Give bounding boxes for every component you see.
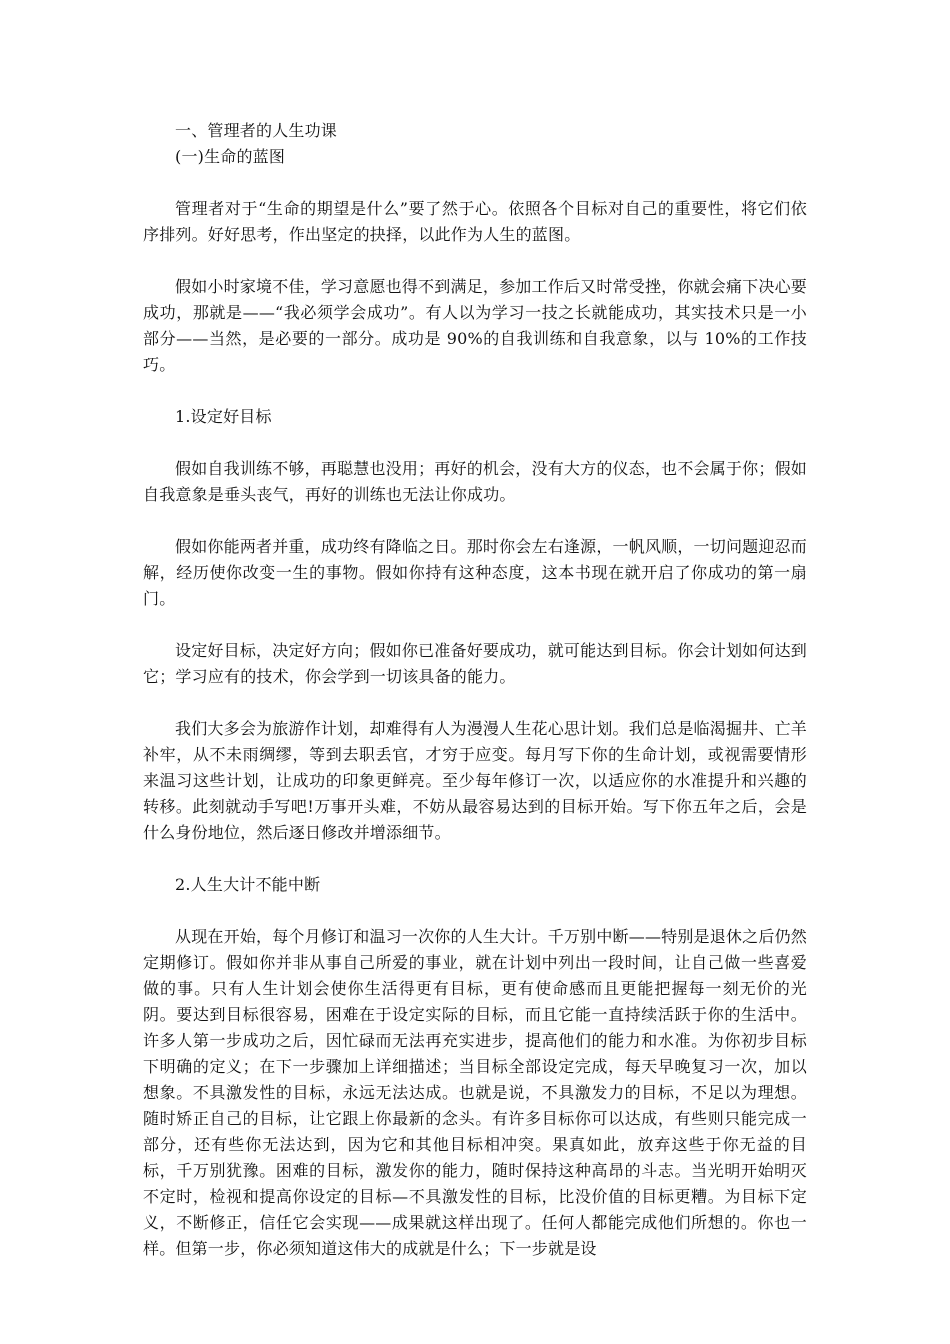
paragraph-3: 假如自我训练不够，再聪慧也没用；再好的机会，没有大方的仪态，也不会属于你；假如自我意象是垂头丧气，再好的训练也无法让你成功。 [143,459,807,504]
chapter-heading: 一、管理者的人生功课 [175,121,338,140]
subsection-title-1: 1.设定好目标 [175,407,272,426]
paragraph-gap [143,248,807,274]
paragraph-1: 管理者对于“生命的期望是什么”要了然于心。依照各个目标对自己的重要性，将它们依序排列。好好思考，作出坚定的抉择，以此作为人生的蓝图。 [143,199,807,244]
paragraph-7: 从现在开始，每个月修订和温习一次你的人生大计。千万别中断——特别是退休之后仍然定期修订。假如你并非从事自己所爱的事业，就在计划中列出一段时间，让自己做一些喜爱做的事。只有人生计划会使你生活得更有目标，更有使命感而且更能把握每一刻无价的光阴。要达到目标很容易，困难在于设定实际的目标，而且它能一直持续活跃于你的生活中。许多人第一步成功之后，因忙碌而无法再充实进步，提高他们的能力和水准。为你初步目标下明确的定义；在下一步骤加上详细描述；当目标全部设定完成，每天早晚复习一次，加以想象。不具激发性的目标，永远无法达成。也就是说，不具激发力的目标，不足以为理想。随时矫正自己的目标，让它跟上你最新的念头。有许多目标你可以达成，有些则只能完成一部分，还有些你无法达到，因为它和其他目标相冲突。果真如此，放弃这些于你无益的目标，千万别犹豫。困难的目标，激发你的能力，随时保持这种高昂的斗志。当光明开始明灭不定时，检视和提高你设定的目标—不具激发性的目标，比没价值的目标更糟。为目标下定义，不断修正，信任它会实现——成果就这样出现了。任何人都能完成他们所想的。你也一样。但第一步，你必须知道这伟大的成就是什么；下一步就是设 [143,927,807,1258]
paragraph-gap [143,430,807,456]
paragraph-2: 假如小时家境不佳，学习意愿也得不到满足，参加工作后又时常受挫，你就会痛下决心要成功，那就是——“我必须学会成功”。有人以为学习一技之长就能成功，其实技术只是一小部分——当然，是必要的一部分。成功是 90%的自我训练和自我意象，以与 10%的工作技巧。 [143,277,807,374]
paragraph-4: 假如你能两者并重，成功终有降临之日。那时你会左右逢源，一帆风顺，一切问题迎忍而解，经历使你改变一生的事物。假如你持有这种态度，这本书现在就开启了你成功的第一扇门。 [143,537,807,608]
paragraph-5: 设定好目标，决定好方向；假如你已准备好要成功，就可能达到目标。你会计划如何达到它；学习应有的技术，你会学到一切该具备的能力。 [143,641,807,686]
paragraph-gap [143,170,807,196]
paragraph-gap [143,612,807,638]
paragraph-6: 我们大多会为旅游作计划，却难得有人为漫漫人生花心思计划。我们总是临渴掘井、亡羊补牢，从不未雨绸缪，等到去职丢官，才穷于应变。每月写下你的生命计划，或视需要情形来温习这些计划，让成功的印象更鲜亮。至少每年修订一次，以适应你的水准提升和兴趣的转移。此刻就动手写吧!万事开头难，不妨从最容易达到的目标开始。写下你五年之后，会是什么身份地位，然后逐日修改并增添细节。 [143,719,807,842]
paragraph-gap [143,898,807,924]
paragraph-gap [143,508,807,534]
paragraph-gap [143,846,807,872]
subsection-title-2: 2.人生大计不能中断 [175,875,321,894]
paragraph-gap [143,690,807,716]
document-body [143,118,807,1262]
section-heading: (一)生命的蓝图 [175,147,286,166]
paragraph-gap [143,378,807,404]
